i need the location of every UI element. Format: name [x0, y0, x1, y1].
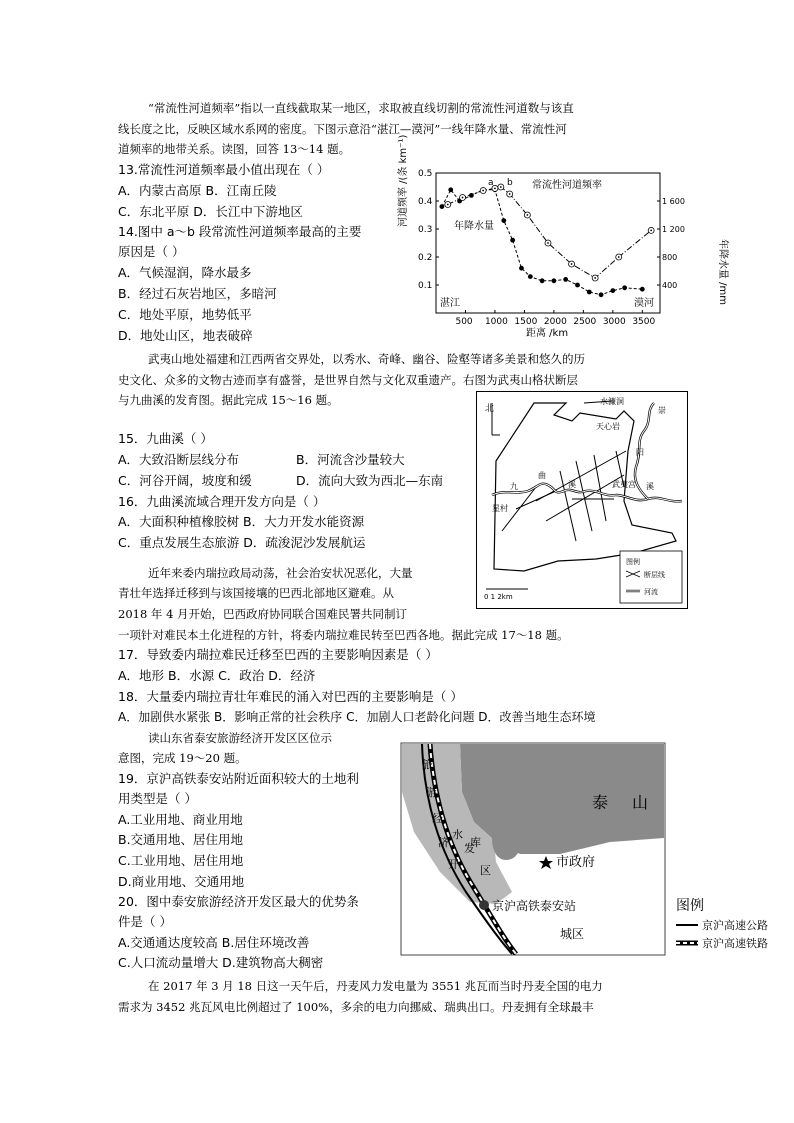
river-frequency-point — [610, 288, 615, 293]
precipitation-point-center — [571, 263, 573, 265]
precipitation-point-center — [509, 193, 511, 195]
series1-legend: 常流性河道频率 — [532, 180, 602, 191]
q20-options-ab: A.交通通达度较高 B.居住环境改善 — [118, 935, 310, 950]
q20-options-cd: C.人口流动量增大 D.建筑物高大稠密 — [118, 955, 324, 970]
river-frequency-point — [640, 287, 645, 292]
precipitation-point-center — [618, 256, 620, 258]
reservoir-char-2: 库 — [470, 836, 481, 849]
station-label: 京沪高铁泰安站 — [492, 899, 577, 913]
precipitation-point-center — [494, 188, 496, 190]
city-label: 城区 — [560, 927, 585, 941]
river-frequency-point — [551, 278, 556, 283]
intro1-line1: “常流性河道频率”指以一直线截取某一地区，求取被直线切割的常流性河道数与该直 — [148, 101, 574, 115]
river-frequency-point — [501, 218, 506, 223]
q15-option-c: C．河谷开阔，坡度和缓 — [118, 473, 252, 488]
precipitation-point-center — [526, 214, 528, 216]
chongyang-char-3: 溪 — [646, 482, 654, 491]
q15-option-d: D．流向大致为西北—东南 — [296, 473, 444, 488]
x-tick-label: 500 — [455, 317, 473, 327]
chongyang-char-1: 崇 — [658, 406, 666, 415]
y2-tick-label: 1 200 — [662, 225, 685, 234]
q14-option-c: C．地处平原，地势低平 — [118, 307, 252, 322]
q20-stem-2: 件是（ ） — [118, 914, 172, 929]
q16-options-cd: C．重点发展生态旅游 D．疏浚泥沙发展航运 — [118, 535, 366, 550]
point-b-label: b — [507, 178, 513, 188]
reservoir-char-1: 水 — [452, 828, 463, 841]
map2-legend-title: 图例 — [676, 898, 704, 914]
precipitation-point-center — [500, 186, 502, 188]
north-label: 北 — [485, 404, 495, 414]
mountain-char-2: 山 — [632, 793, 649, 812]
q19-option-c: C.工业用地、居住用地 — [118, 853, 244, 868]
river-char-2: 曲 — [538, 471, 546, 480]
wuyi-fault-map — [476, 391, 688, 609]
intro1-line2: 线长度之比，反映区域水系网的密度。下图示意沿“湛江—漠河”一线年降水量、常流性河 — [118, 122, 567, 136]
y-tick-label: 0.2 — [418, 253, 433, 263]
q17-stem: 17．导致委内瑞拉难民迁移至巴西的主要影响因素是（ ） — [118, 647, 438, 662]
x-tick-label: 2500 — [573, 317, 597, 327]
q19-option-a: A.工业用地、商业用地 — [118, 812, 243, 827]
zone-char-2: 游 — [426, 786, 437, 799]
intro5-line2: 需求为 3452 兆瓦风电比例超过了 100%，多余的电力向挪威、瑞典出口。丹麦拥有全球最丰 — [118, 1000, 594, 1014]
intro1-line3: 道频率的地带关系。读图，回答 13～14 题。 — [118, 142, 351, 156]
x-axis-label: 距离 /km — [526, 328, 569, 339]
river-char-3: 溪 — [568, 480, 576, 489]
q15-option-b: B．河流含沙量较大 — [296, 452, 405, 467]
y-tick-label: 0.1 — [418, 281, 433, 291]
river-frequency-point — [448, 187, 453, 192]
xingcun-label: 星村 — [492, 504, 508, 513]
q14-stem-1: 14.图中 a～b 段常流性河道频率最高的主要 — [118, 224, 362, 239]
q19-stem-1: 19．京沪高铁泰安站附近面积较大的土地利 — [118, 771, 359, 786]
scale-label: 0 1 2km — [484, 593, 513, 601]
river-char-1: 九 — [510, 482, 518, 491]
station-dot-icon — [479, 900, 489, 910]
river-frequency-point — [563, 277, 568, 282]
river-frequency-point — [439, 204, 444, 209]
y-tick-label: 0.5 — [418, 169, 433, 179]
intro3-line2: 青壮年选择迁移到与该国接壤的巴西北部地区避难。从 — [118, 586, 394, 600]
q19-option-b: B.交通用地、居住用地 — [118, 832, 244, 847]
river-frequency-point — [528, 274, 533, 279]
q14-option-b: B．经过石灰岩地区，多暗河 — [118, 286, 277, 301]
precipitation-point-center — [650, 230, 652, 232]
intro2-line2: 史文化、众多的文物古迹而享有盛誉，是世界自然与文化双重遗产。右图为武夷山格状断层 — [118, 373, 578, 387]
precipitation-point-center — [547, 242, 549, 244]
intro3-line1: 近年来委内瑞拉政局动荡，社会治安状况恶化，大量 — [148, 566, 413, 580]
zone-char-3: 经 — [432, 812, 443, 825]
q15-stem: 15．九曲溪（ ） — [118, 431, 213, 446]
river-frequency-point — [575, 283, 580, 288]
y2-tick-label: 400 — [662, 281, 678, 290]
legend-railway-label: 京沪高速铁路 — [702, 937, 768, 950]
river-frequency-point — [519, 266, 524, 271]
series2-legend: 年降水量 — [454, 221, 494, 232]
q19-option-d: D.商业用地、交通用地 — [118, 874, 245, 889]
y-tick-label: 0.4 — [418, 197, 433, 207]
precipitation-point-center — [462, 197, 464, 199]
x-tick-label: 1000 — [484, 317, 508, 327]
q18-stem: 18．大量委内瑞拉青壮年难民的涌入对巴西的主要影响是（ ） — [118, 689, 463, 704]
wuyigong-label: 武夷宫 — [612, 480, 636, 489]
map1-legend-title: 图例 — [626, 558, 640, 566]
legend-fault-label: 断层线 — [644, 571, 665, 579]
q14-stem-2: 原因是（ ） — [118, 244, 185, 259]
river-frequency-chart — [398, 134, 728, 341]
intro2-line1: 武夷山地处福建和江西两省交界处，以秀水、奇峰、幽谷、险壑等诸多美景和悠久的历 — [148, 352, 585, 366]
legend-river-label: 河流 — [644, 588, 658, 596]
q19-stem-2: 用类型是（ ） — [118, 791, 197, 806]
legend-highway-label: 京沪高速公路 — [702, 919, 768, 932]
start-city-label: 湛江 — [440, 298, 460, 309]
q17-options: A．地形 B．水源 C．政治 D．经济 — [118, 668, 316, 683]
x-tick-label: 1500 — [514, 317, 538, 327]
zone-char-4: 济 — [438, 836, 449, 849]
intro3-line3: 2018 年 4 月开始，巴西政府协同联合国难民署共同制订 — [118, 607, 408, 621]
intro4-line1: 读山东省泰安旅游经济开发区区位示 — [148, 731, 332, 745]
precipitation-point-center — [594, 277, 596, 279]
rock-label: 天心岩 — [596, 422, 620, 431]
zone-char-5: 开 — [448, 858, 459, 871]
q14-option-d: D．地处山区，地表破碎 — [118, 328, 253, 343]
y2-axis-label: 年降水量 /mm — [717, 239, 728, 306]
x-tick-label: 3500 — [632, 317, 656, 327]
precipitation-point-center — [482, 190, 484, 192]
precipitation-point-center — [447, 204, 449, 206]
q16-stem: 16．九曲溪流域合理开发方向是（ ） — [118, 494, 326, 509]
point-a-label: a — [488, 178, 494, 188]
y-axis-label: 河道频率 /(条 km⁻¹) — [398, 134, 409, 227]
zone-char-1: 旅 — [422, 758, 433, 771]
river-frequency-point — [540, 278, 545, 283]
q20-stem-1: 20．图中泰安旅游经济开发区最大的优势条 — [118, 894, 359, 909]
intro3-line4: 一项针对难民本土化进程的方针，将委内瑞拉难民转至巴西各地。据此完成 17～18 题。 — [118, 628, 569, 642]
q18-options: A．加剧供水紧张 B．影响正常的社会秩序 C．加剧人口老龄化问题 D．改善当地生态环境 — [118, 710, 596, 724]
river-frequency-point — [587, 290, 592, 295]
intro4-line2: 意图，完成 19～20 题。 — [118, 751, 247, 765]
end-city-label: 漠河 — [634, 298, 654, 309]
village-top-label: 水濂洞 — [600, 397, 624, 406]
zone-char-7: 区 — [480, 864, 491, 877]
q13-stem: 13.常流性河道频率最小值出现在（ ） — [118, 162, 330, 177]
intro2-line3: 与九曲溪的发育图。据此完成 15～16 题。 — [118, 393, 339, 407]
q14-option-a: A．气候湿润，降水最多 — [118, 265, 252, 280]
taian-location-map — [400, 742, 784, 956]
zone-char-6: 发 — [464, 842, 475, 855]
q13-options-cd: C．东北平原 D．长江中下游地区 — [118, 204, 303, 219]
q16-options-ab: A．大面积种植橡胶树 B．大力开发水能资源 — [118, 514, 365, 529]
y2-tick-label: 1 600 — [662, 197, 685, 206]
x-tick-label: 3000 — [602, 317, 626, 327]
y2-tick-label: 800 — [662, 253, 678, 262]
chongyang-char-2: 阳 — [636, 448, 644, 457]
river-frequency-point — [510, 238, 515, 243]
intro5-line1: 在 2017 年 3 月 18 日这一天午后，丹麦风力发电量为 3551 兆瓦而当时丹麦全国的电力 — [148, 979, 603, 993]
y-tick-label: 0.3 — [418, 225, 433, 235]
river-frequency-point — [599, 292, 604, 297]
mountain-char-1: 泰 — [592, 793, 609, 812]
river-frequency-point — [622, 285, 627, 290]
q13-options-ab: A．内蒙古高原 B．江南丘陵 — [118, 183, 277, 198]
gov-label: 市政府 — [556, 855, 596, 870]
q15-option-a: A．大致沿断层线分布 — [118, 452, 240, 467]
x-tick-label: 2000 — [543, 317, 567, 327]
